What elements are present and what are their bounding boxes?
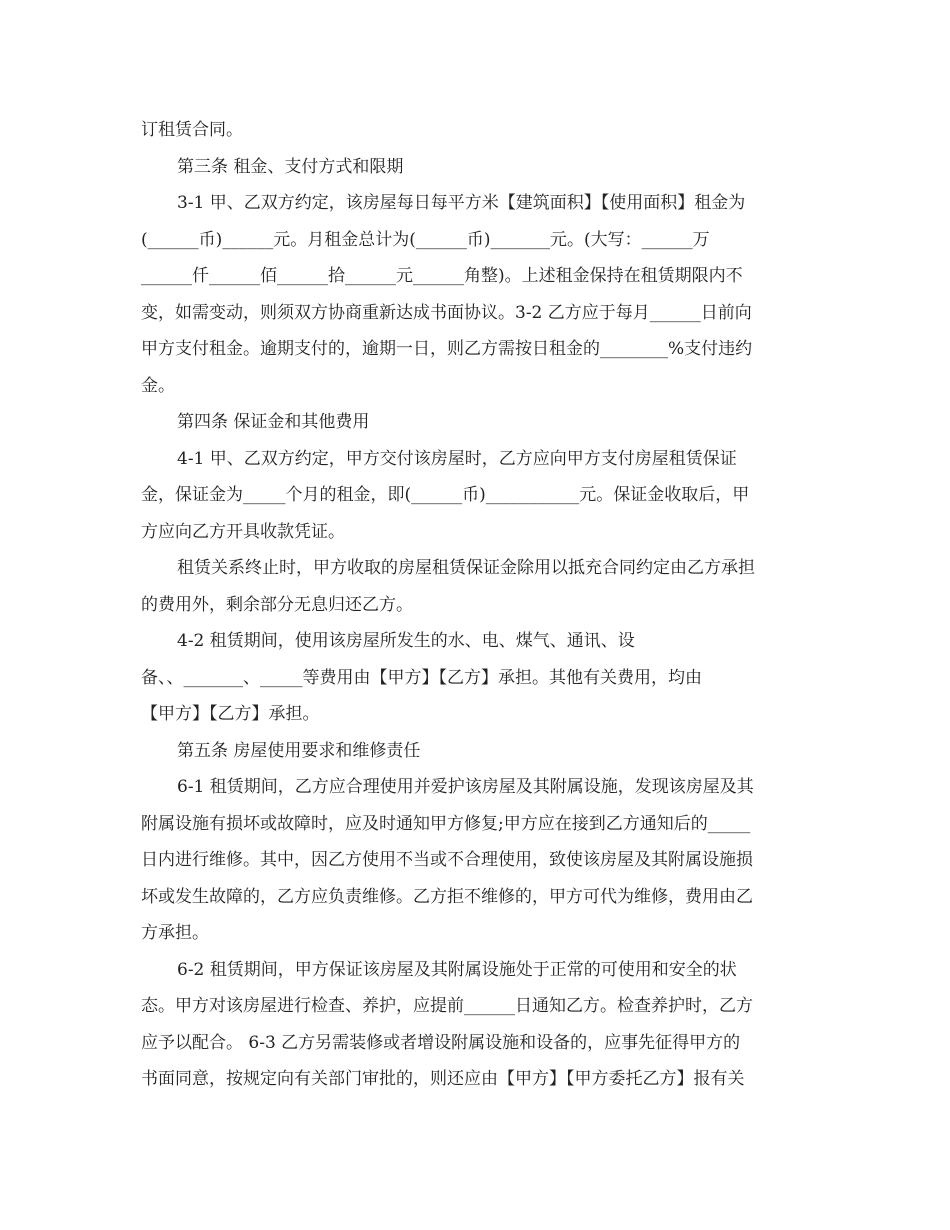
text-line: 4-1 甲、乙双方约定，甲方交付该房屋时，乙方应向甲方支付房屋租赁保证 <box>177 448 737 469</box>
text-line: 金。 <box>141 375 175 396</box>
text-line: 金，保证金为_____个月的租金，即(______币)___________元。保证金收取后，甲 <box>141 485 750 505</box>
text-line: (______币)______元。月租金总计为(______币)_______元。(大写：______万 <box>141 229 710 250</box>
text-line: 备、、_______、_____等费用由【甲方】【乙方】承担。其他有关费用，均由 <box>141 667 702 688</box>
document-page <box>141 112 812 1098</box>
text-line: 【甲方】【乙方】承担。 <box>141 704 320 724</box>
text-line: 日内进行维修。其中，因乙方使用不当或不合理使用，致使该房屋及其附属设施损 <box>141 850 753 870</box>
text-line: 订租赁合同。 <box>141 120 243 140</box>
text-line: 的费用外，剩余部分无息归还乙方。 <box>141 594 413 615</box>
text-line: 6-1 租赁期间，乙方应合理使用并爱护该房屋及其附属设施，发现该房屋及其 <box>177 777 754 797</box>
text-line: 6-2 租赁期间，甲方保证该房屋及其附属设施处于正常的可使用和安全的状 <box>177 959 737 980</box>
text-line: 甲方支付租金。逾期支付的，逾期一日，则乙方需按日租金的________%支付违约 <box>141 339 753 359</box>
text-line: 变，如需变动，则须双方协商重新达成书面协议。3-2 乙方应于每月______日前向 <box>141 302 752 323</box>
text-line: 方应向乙方开具收款凭证。 <box>141 521 345 542</box>
article-heading: 第三条 租金、支付方式和限期 <box>177 156 404 177</box>
text-line: 应予以配合。 6-3 乙方另需装修或者增设附属设施和设备的，应事先征得甲方的 <box>141 1032 741 1053</box>
text-line: 3-1 甲、乙双方约定，该房屋每日每平方米【建筑面积】【使用面积】租金为 <box>177 193 746 213</box>
text-line: 方承担。 <box>141 923 209 943</box>
text-line: 态。甲方对该房屋进行检查、养护，应提前______日通知乙方。检查养护时，乙方 <box>141 996 753 1016</box>
text-line: 书面同意，按规定向有关部门审批的，则还应由【甲方】【甲方委托乙方】报有关 <box>141 1069 745 1089</box>
text-line: 4-2 租赁期间，使用该房屋所发生的水、电、煤气、通讯、设 <box>177 631 635 651</box>
text-line: 租赁关系终止时，甲方收取的房屋租赁保证金除用以抵充合同约定由乙方承担 <box>177 558 755 578</box>
article-heading: 第四条 保证金和其他费用 <box>177 412 370 432</box>
text-line: 附属设施有损坏或故障时，应及时通知甲方修复;甲方应在接到乙方通知后的_____ <box>141 813 751 834</box>
article-heading: 第五条 房屋使用要求和维修责任 <box>177 740 421 761</box>
text-line: 坏或发生故障的，乙方应负责维修。乙方拒不维修的，甲方可代为维修，费用由乙 <box>141 886 753 907</box>
text-line: ______仟______佰______拾______元______角整)。上述租金保持在租赁期限内不 <box>141 266 743 286</box>
